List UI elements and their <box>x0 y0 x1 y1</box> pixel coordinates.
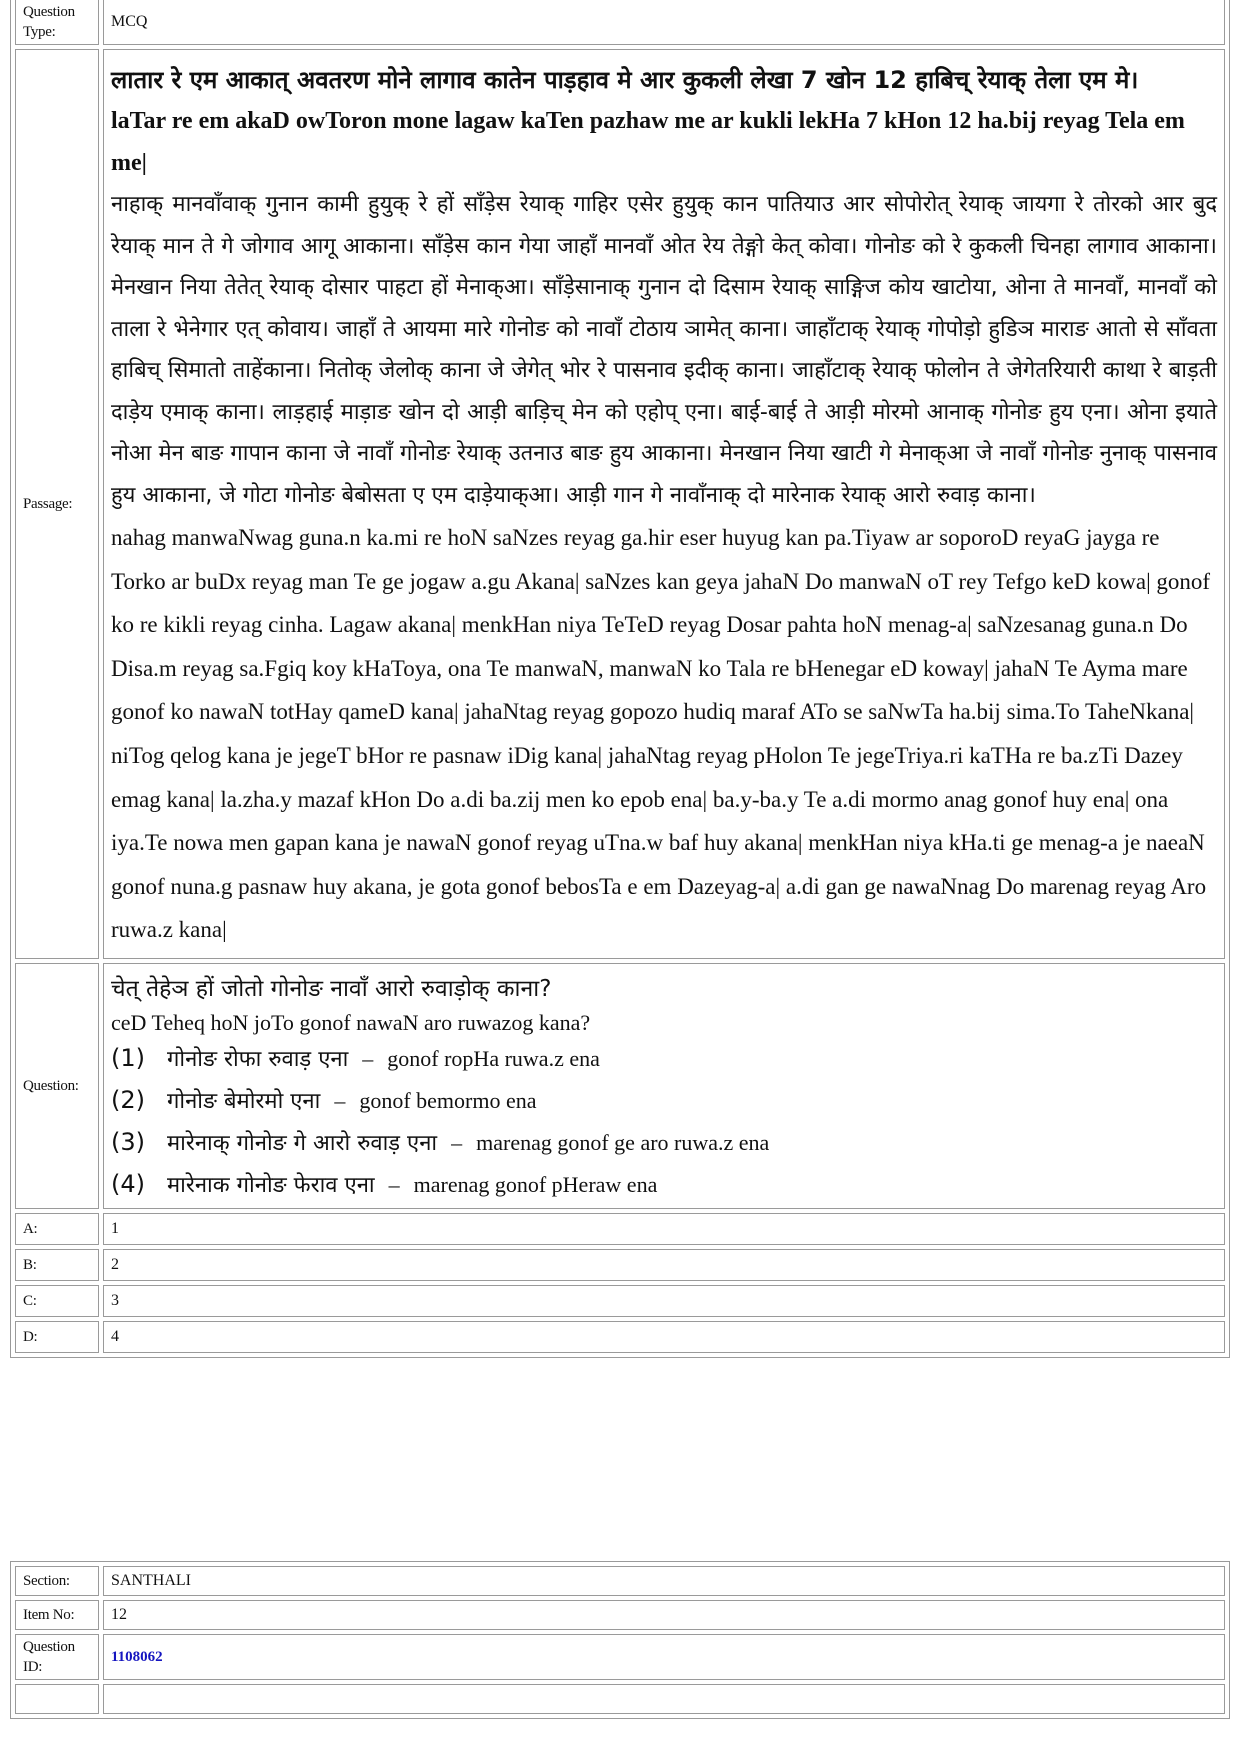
option-number: (4) <box>111 1169 145 1198</box>
section-label: Section: <box>15 1566 99 1596</box>
answer-value-c: 3 <box>103 1285 1225 1317</box>
question-cell <box>103 963 1225 1209</box>
option-dash: – <box>362 1045 374 1071</box>
option-2 <box>111 1080 1217 1122</box>
answer-label-d: D: <box>15 1321 99 1353</box>
question-text-roman: ceD Teheq hoN joTo gonof nawaN aro ruwazog kana? <box>111 1009 591 1035</box>
option-1 <box>111 1038 1217 1080</box>
answer-value-d: 4 <box>103 1321 1225 1353</box>
question-id-value <box>103 1634 1225 1680</box>
option-4 <box>111 1164 1217 1206</box>
question-text-devanagari: चेत् तेहेञ हों जोतो गोनोङ नावाँ आरो रुवाड़ोक् काना? <box>111 975 552 1002</box>
option-roman: marenag gonof ge aro ruwa.z ena <box>476 1129 770 1155</box>
option-number: (3) <box>111 1127 145 1156</box>
answer-value-a: 1 <box>103 1213 1225 1245</box>
passage-label: Passage: <box>15 49 99 959</box>
item-info-table <box>10 1561 1230 1719</box>
answer-value-b: 2 <box>103 1249 1225 1281</box>
option-dash: – <box>451 1129 463 1155</box>
item-number-label: Item No: <box>15 1600 99 1630</box>
next-row-label <box>15 1684 99 1714</box>
option-number: (1) <box>111 1043 145 1072</box>
answer-label-c: C: <box>15 1285 99 1317</box>
section-value: SANTHALI <box>103 1566 1225 1596</box>
option-roman: gonof ropHa ruwa.z ena <box>387 1045 600 1071</box>
option-roman: marenag gonof pHeraw ena <box>413 1171 658 1197</box>
option-devanagari: गोनोङ बेमोरमो एना <box>167 1088 321 1114</box>
option-3 <box>111 1122 1217 1164</box>
option-dash: – <box>388 1171 400 1197</box>
next-row-value <box>103 1684 1225 1714</box>
question-type-value: MCQ <box>103 0 1225 45</box>
question-type-label: Question Type: <box>15 0 99 45</box>
passage-body-devanagari: नाहाक् मानवाँवाक् गुनान कामी हुयुक् रे हों साँड़ेस रेयाक् गाहिर एसेर हुयुक् कान पातियाउ आर सोपोरोत् रेयाक् जायगा रे तोरको आर बुद रेयाक् मान ते गे जोगाव आगू आकाना। साँड़ेस कान गेया जाहाँ मानवाँ ओत रेय तेङ्गो केत् कोवा। गोनोङ को रे कुकली चिनहा लागाव आकाना। मेनखान निया तेतेत् रेयाक् दोसार पाहटा हों मेनाक्आ। साँड़ेसानाक् गुनान दो दिसाम रेयाक् साङ्गिज कोय खाटोया, ओना ते मानवाँ, मानवाँ को ताला रे भेनेगार एत् कोवाय। जाहाँ ते आयमा मारे गोनोङ को नावाँ टोठाय ञामेत् काना। जाहाँटाक् रेयाक् गोपोड़ो हुडिञ माराङ आतो से साँवता हाबिच् सिमातो ताहेंकाना। नितोक् जेलोक् काना जे जेगेत् भोर रे पासनाव इदीक् काना। जाहाँटाक् रेयाक् फोलोन ते जेगेतरियारी काथा रे बाड़ती दाड़ेय एमाक् काना। लाड़हाई माड़ाङ खोन दो आड़ी बाड़िच् मेन को एहोप् एना। बाई-बाई ते आड़ी मोरमो आनाक् गोनोङ हुय एना। ओना इयाते नोआ मेन बाङ गापान काना जे नावाँ गोनोङ रेयाक् उतनाउ बाङ हुय आकाना। मेनखान निया खाटी गे मेनाक्आ जे नावाँ गोनोङ नुनाक् पासनाव हुय आकाना, जे गोटा गोनोङ बेबोसता ए एम दाड़ेयाक्आ। आड़ी गान गे नावाँनाक् दो मारेनाक रेयाक् आरो रुवाड़ काना। <box>111 192 1217 508</box>
passage-cell <box>103 49 1225 959</box>
option-number: (2) <box>111 1085 145 1114</box>
question-label: Question: <box>15 963 99 1209</box>
question-id-label: Question ID: <box>15 1634 99 1680</box>
option-devanagari: मारेनाक् गोनोङ गे आरो रुवाड़ एना <box>167 1130 438 1156</box>
item-number-value: 12 <box>103 1600 1225 1630</box>
answer-label-a: A: <box>15 1213 99 1245</box>
answer-label-b: B: <box>15 1249 99 1281</box>
passage-title-roman: laTar re em akaD owToron mone lagaw kaTen pazhaw me ar kukli lekHa 7 kHon 12 ha.bij reyag Tela em me| <box>111 108 1185 176</box>
option-dash: – <box>334 1087 346 1113</box>
option-roman: gonof bemormo ena <box>359 1087 537 1113</box>
options-list <box>111 1038 1217 1206</box>
passage-title-devanagari: लातार रे एम आकात् अवतरण मोने लागाव कातेन पाड़हाव मे आर कुकली लेखा 7 खोन 12 हाबिच् रेयाक् तेला एम मे। <box>111 66 1139 94</box>
option-devanagari: मारेनाक गोनोङ फेराव एना <box>167 1172 375 1198</box>
question-id-number: 1108062 <box>111 1649 163 1665</box>
passage-body-roman: nahag manwaNwag guna.n ka.mi re hoN saNzes reyag ga.hir eser huyug kan pa.Tiyaw ar soporoD reyaG jayga re Torko ar buDx reyag man Te ge jogaw a.gu Akana| saNzes kan geya jahaN Do manwaN oT rey Tefgo keD kowa| gonof ko re kikli reyag cinha. Lagaw akana| menkHan niya TeTeD reyag Dosar pahta hoN menag-a| saNzesanag guna.n Do Disa.m reyag sa.Fgiq koy kHaToya, ona Te manwaN, manwaN ko Tala re bHenegar eD koway| jahaN Te Ayma mare gonof ko nawaN totHay qameD kana| jahaNtag reyag gopozo hudiq maraf ATo se saNwTa ha.bij sima.To TaheNkana| niTog qelog kana je jegeT bHor re pasnaw iDig kana| jahaNtag reyag pHolon Te jegeTriya.ri kaTHa re ba.zTi Dazey emag kana| la.zha.y mazaf kHon Do a.di ba.zij men ko epob ena| ba.y-ba.y Te a.di mormo anag gonof huy ena| ona iya.Te nowa men gapan kana je nawaN gonof reyag uTna.w baf huy akana| menkHan niya kHa.ti ge menag-a je naeaN gonof nuna.g pasnaw huy akana, je gota gonof bebosTa e em Dazeyag-a| a.di gan ge nawaNnag Do marenag reyag Aro ruwa.z kana| <box>111 525 1211 943</box>
option-devanagari: गोनोङ रोफा रुवाड़ एना <box>167 1046 349 1072</box>
question-table <box>10 0 1230 1358</box>
